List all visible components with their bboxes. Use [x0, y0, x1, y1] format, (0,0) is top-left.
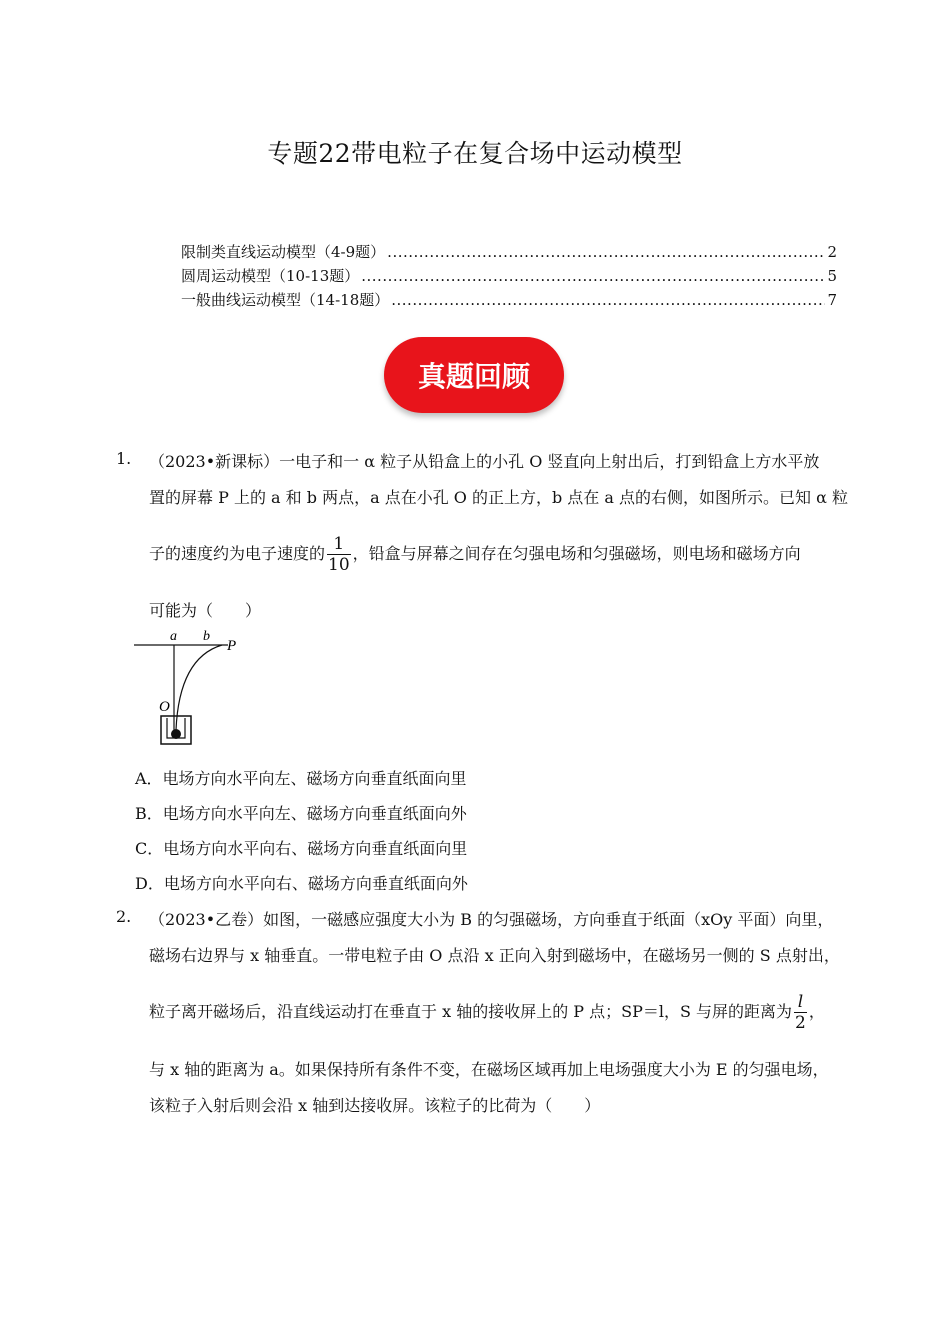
section-banner-label: 真题回顾	[417, 360, 530, 393]
fraction	[794, 992, 807, 1033]
toc-item[interactable]	[181, 289, 837, 310]
question-text: （2023•乙卷）如图，一磁感应强度大小为 B 的匀强磁场，方向垂直于纸面（xOy 平面）向里，	[149, 910, 834, 929]
toc-leader	[387, 243, 825, 261]
question-text: （2023•新课标）一电子和一 α 粒子从铅盒上的小孔 O 竖直向上射出后，打到铅盒上方水平放	[149, 452, 820, 471]
label-b: b	[203, 629, 210, 644]
label-O: O	[159, 699, 170, 715]
question-text: ，铅盒与屏幕之间存在匀强电场和匀强磁场，则电场和磁场方向	[352, 544, 801, 563]
question-text: ，	[808, 1002, 825, 1021]
question-text: 置的屏幕 P 上的 a 和 b 两点，a 点在小孔 O 的正上方，b 点在 a 点的右侧，如图所示。已知 α 粒	[149, 488, 848, 507]
question-text: 子的速度约为电子速度的	[149, 544, 326, 563]
question-text: 与 x 轴的距离为 a。如果保持所有条件不变，在磁场区域再加上电场强度大小为 E 的匀强电场，	[149, 1060, 829, 1079]
toc-item-page: 2	[827, 243, 837, 261]
fraction-numerator: l	[797, 992, 804, 1012]
question-text-with-fraction	[149, 992, 825, 1033]
lead-box-diagram	[130, 624, 250, 748]
question-text: 粒子离开磁场后，沿直线运动打在垂直于 x 轴的接收屏上的 P 点；SP＝l，S 与屏的距离为	[149, 1002, 793, 1021]
toc-leader	[391, 291, 825, 309]
question-text: 该粒子入射后则会沿 x 轴到达接收屏。该粒子的比荷为（ ）	[149, 1096, 601, 1115]
fraction	[327, 534, 351, 575]
toc-leader	[361, 267, 825, 285]
toc-item[interactable]	[181, 241, 837, 262]
label-P: P	[227, 638, 237, 654]
toc-item-page: 5	[827, 267, 837, 285]
question-text: 磁场右边界与 x 轴垂直。一带电粒子由 O 点沿 x 正向入射到磁场中，在磁场另一侧的 S 点射出，	[149, 946, 840, 965]
answer-option-b[interactable]: B．电场方向水平向左、磁场方向垂直纸面向外	[135, 804, 467, 823]
toc-item-page: 7	[827, 291, 837, 309]
page-title: 专题22带电粒子在复合场中运动模型	[267, 139, 683, 168]
answer-option-a[interactable]: A．电场方向水平向左、磁场方向垂直纸面向里	[135, 769, 467, 788]
section-banner	[384, 337, 564, 413]
question-text-with-fraction	[149, 534, 801, 575]
question-number: 2.	[116, 907, 132, 926]
question-number: 1.	[116, 449, 132, 468]
fraction-denominator: 10	[328, 555, 350, 575]
toc-item-label: 一般曲线运动模型（14-18题）	[181, 291, 390, 309]
fraction-numerator: 1	[333, 534, 345, 554]
toc-item-label: 圆周运动模型（10-13题）	[181, 267, 360, 285]
toc-item-label: 限制类直线运动模型（4-9题）	[181, 243, 386, 261]
toc-item[interactable]	[181, 265, 837, 286]
label-a: a	[170, 629, 177, 644]
question-text: 可能为（ ）	[149, 601, 262, 620]
fraction-denominator: 2	[795, 1013, 806, 1033]
answer-option-d[interactable]: D．电场方向水平向右、磁场方向垂直纸面向外	[135, 874, 468, 893]
answer-option-c[interactable]: C．电场方向水平向右、磁场方向垂直纸面向里	[135, 839, 468, 858]
